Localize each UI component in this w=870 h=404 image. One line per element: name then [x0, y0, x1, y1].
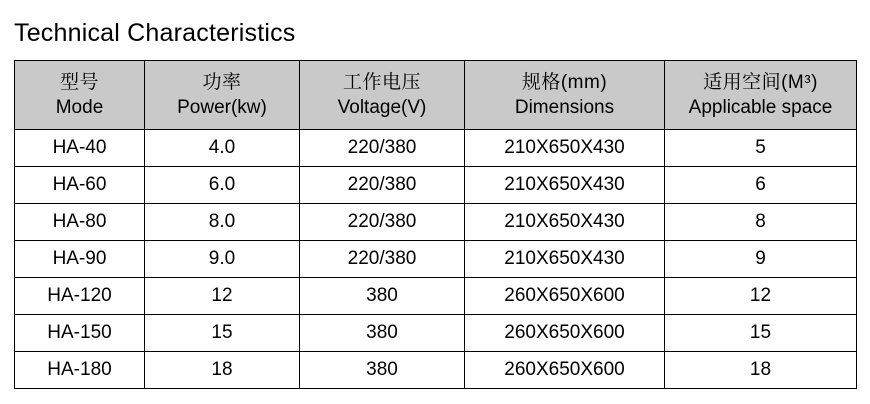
cell-power: 8.0: [145, 204, 300, 241]
column-header-voltage-cn: 工作电压: [342, 72, 421, 93]
cell-power: 18: [145, 352, 300, 389]
column-header-voltage-en: Voltage(V): [337, 97, 427, 118]
cell-space: 15: [665, 315, 857, 352]
column-header-dimensions-en: Dimensions: [514, 97, 615, 118]
column-header-power: [145, 61, 300, 130]
technical-characteristics-table: [14, 60, 857, 389]
cell-mode: HA-180: [15, 352, 145, 389]
cell-mode: HA-60: [15, 167, 145, 204]
cell-dimensions: 260X650X600: [465, 352, 665, 389]
column-header-power-en: Power(kw): [177, 97, 267, 118]
column-header-mode: [15, 61, 145, 130]
column-header-voltage: [300, 61, 465, 130]
table-row: [15, 352, 857, 389]
cell-power: 12: [145, 278, 300, 315]
column-header-dimensions: [465, 61, 665, 130]
cell-power: 4.0: [145, 130, 300, 167]
spec-table-container: [14, 60, 856, 389]
cell-power: 15: [145, 315, 300, 352]
cell-dimensions: 210X650X430: [465, 204, 665, 241]
cell-voltage: 380: [300, 278, 465, 315]
cell-mode: HA-80: [15, 204, 145, 241]
column-header-mode-cn: 型号: [59, 72, 99, 93]
table-header-row: [15, 61, 857, 130]
column-header-mode-en: Mode: [55, 97, 104, 118]
table-row: [15, 167, 857, 204]
cell-space: 6: [665, 167, 857, 204]
cell-voltage: 220/380: [300, 167, 465, 204]
cell-mode: HA-150: [15, 315, 145, 352]
cell-voltage: 380: [300, 352, 465, 389]
table-row: [15, 241, 857, 278]
cell-dimensions: 210X650X430: [465, 241, 665, 278]
cell-dimensions: 260X650X600: [465, 278, 665, 315]
column-header-applicable-space: [665, 61, 857, 130]
cell-space: 18: [665, 352, 857, 389]
table-row: [15, 204, 857, 241]
column-header-power-cn: 功率: [202, 72, 242, 93]
cell-mode: HA-40: [15, 130, 145, 167]
cell-dimensions: 210X650X430: [465, 167, 665, 204]
cell-space: 5: [665, 130, 857, 167]
cell-mode: HA-120: [15, 278, 145, 315]
page-title: Technical Characteristics: [14, 19, 296, 47]
cell-voltage: 220/380: [300, 130, 465, 167]
column-header-applicable-space-en: Applicable space: [688, 97, 833, 118]
table-body: [15, 130, 857, 389]
cell-voltage: 220/380: [300, 241, 465, 278]
cell-dimensions: 260X650X600: [465, 315, 665, 352]
cell-dimensions: 210X650X430: [465, 130, 665, 167]
cell-voltage: 380: [300, 315, 465, 352]
cell-mode: HA-90: [15, 241, 145, 278]
cell-power: 6.0: [145, 167, 300, 204]
table-row: [15, 315, 857, 352]
table-header: [15, 61, 857, 130]
cell-space: 8: [665, 204, 857, 241]
cell-voltage: 220/380: [300, 204, 465, 241]
cell-space: 9: [665, 241, 857, 278]
cell-space: 12: [665, 278, 857, 315]
column-header-applicable-space-cn: 适用空间(M³): [703, 72, 818, 93]
column-header-dimensions-cn: 规格(mm): [521, 72, 608, 93]
cell-power: 9.0: [145, 241, 300, 278]
table-row: [15, 278, 857, 315]
table-row: [15, 130, 857, 167]
